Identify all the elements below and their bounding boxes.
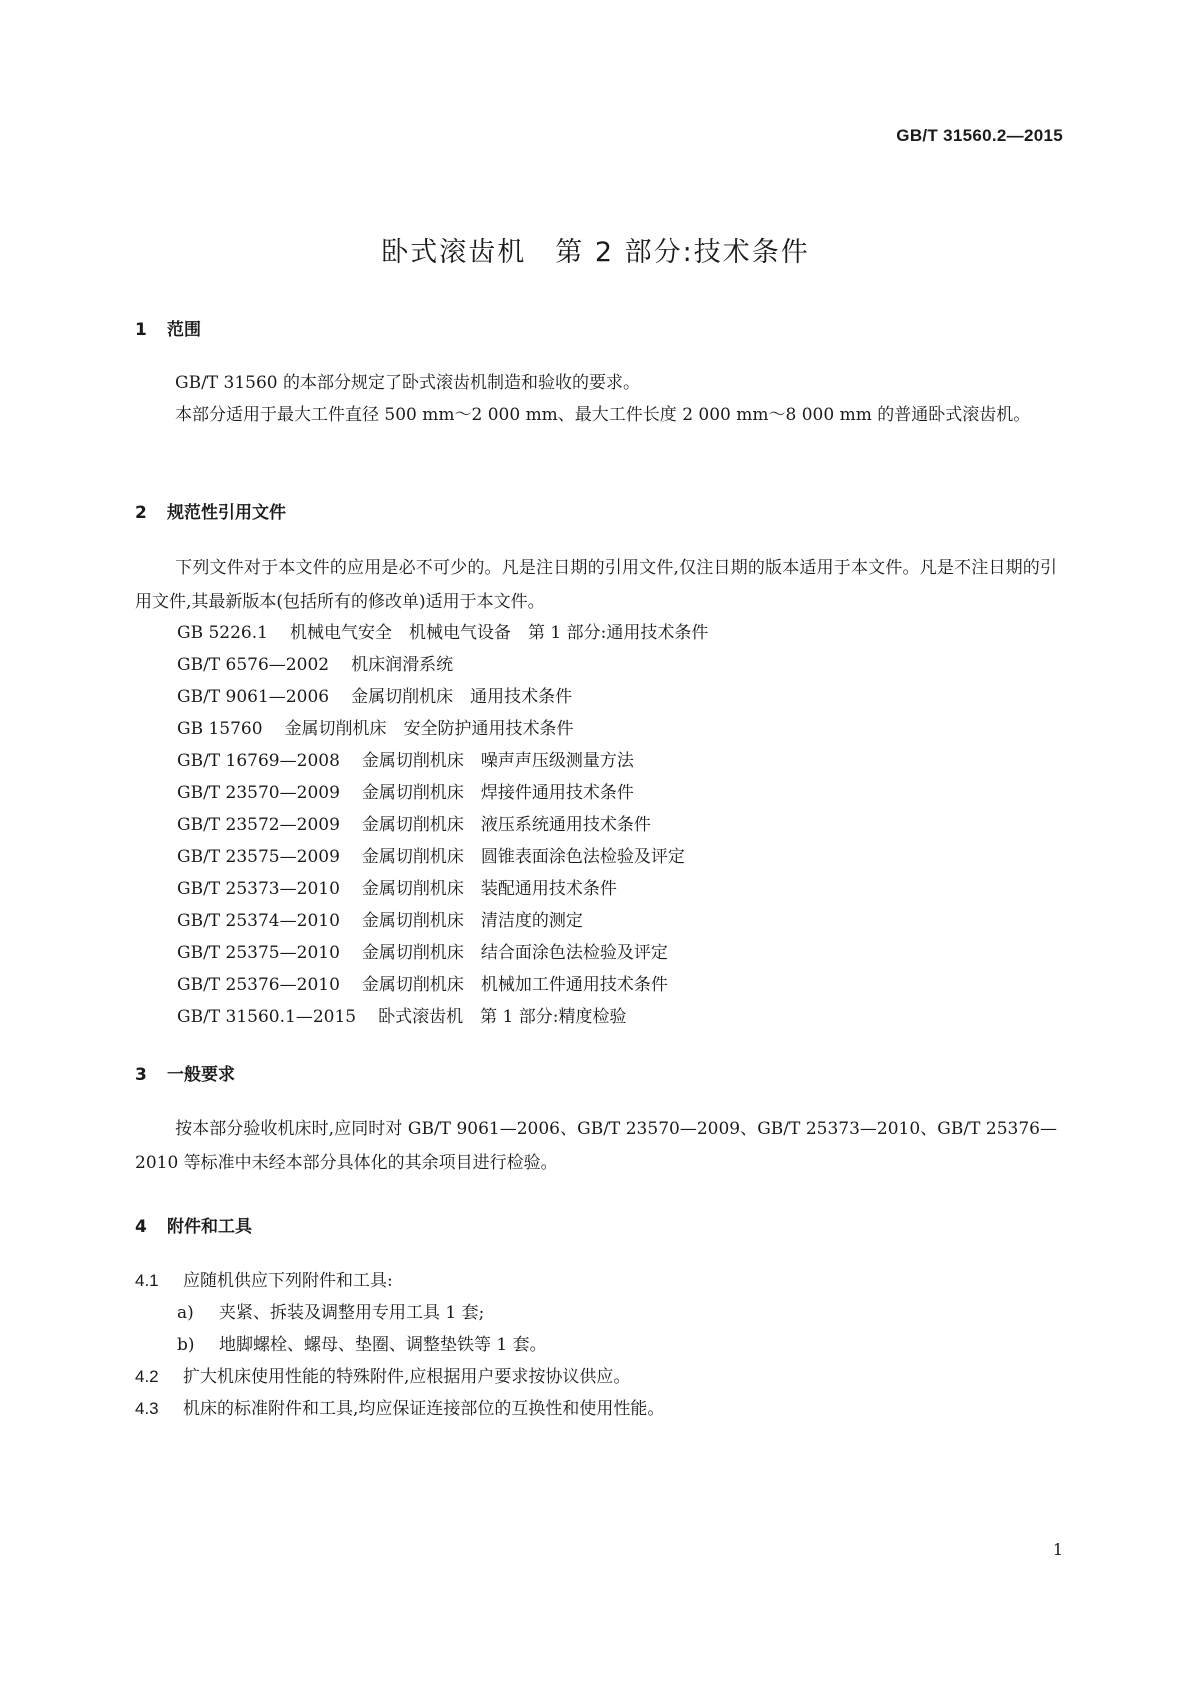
reference-code: GB 5226.1 (177, 623, 268, 643)
reference-title: 金属切削机床 安全防护通用技术条件 (284, 719, 574, 739)
section-title: 范围 (167, 320, 201, 340)
reference-title: 金属切削机床 结合面涂色法检验及评定 (361, 943, 668, 963)
reference-title: 金属切削机床 机械加工件通用技术条件 (361, 975, 668, 995)
paragraph-text: GB/T 31560 的本部分规定了卧式滚齿机制造和验收的要求。 (175, 373, 641, 393)
reference-code: GB/T 31560.1—2015 (177, 1007, 357, 1027)
list-item (177, 1296, 484, 1330)
reference-title: 卧式滚齿机 第 1 部分:精度检验 (378, 1007, 627, 1027)
page-number: 1 (1052, 1540, 1063, 1559)
list-label: a) (177, 1303, 194, 1323)
section-1-heading (135, 315, 201, 340)
subsection-number: 4.3 (135, 1399, 159, 1418)
reference-item (177, 1000, 626, 1034)
reference-code: GB/T 6576—2002 (177, 655, 330, 675)
section-4-heading (135, 1212, 252, 1237)
section-number: 3 (135, 1065, 147, 1085)
reference-item (177, 744, 634, 778)
section-number: 4 (135, 1217, 147, 1237)
reference-code: GB/T 9061—2006 (177, 687, 330, 707)
section-number: 1 (135, 320, 147, 340)
reference-code: GB/T 16769—2008 (177, 751, 340, 771)
reference-code: GB/T 25376—2010 (177, 975, 340, 995)
reference-item (177, 616, 708, 650)
reference-code: GB/T 25373—2010 (177, 879, 340, 899)
reference-code: GB/T 25375—2010 (177, 943, 340, 963)
subsection-text: 扩大机床使用性能的特殊附件,应根据用户要求按协议供应。 (183, 1367, 631, 1387)
section-title: 附件和工具 (167, 1217, 252, 1237)
reference-item (177, 872, 617, 906)
section-number: 2 (135, 503, 147, 523)
document-title: 卧式滚齿机 第 2 部分:技术条件 (381, 237, 810, 268)
reference-item (177, 808, 651, 842)
reference-code: GB/T 23570—2009 (177, 783, 340, 803)
section-title: 一般要求 (167, 1065, 235, 1085)
reference-title: 金属切削机床 装配通用技术条件 (361, 879, 617, 899)
section-1-paragraph-1 (135, 366, 1057, 400)
subsection-number: 4.2 (135, 1367, 159, 1386)
section-3-heading (135, 1060, 235, 1085)
reference-item (177, 936, 668, 970)
reference-title: 机床润滑系统 (351, 655, 454, 675)
reference-code: GB/T 25374—2010 (177, 911, 340, 931)
section-2-paragraph-1 (135, 551, 1057, 619)
standard-code: GB/T 31560.2—2015 (896, 126, 1063, 145)
list-item (177, 1328, 547, 1362)
paragraph-text: 按本部分验收机床时,应同时对 GB/T 9061—2006、GB/T 23570—2009、GB/T 25373—2010、GB/T 25376—2010 等标准中未经本部分具体化的其余项目进行检验。 (135, 1119, 1057, 1173)
reference-title: 金属切削机床 焊接件通用技术条件 (361, 783, 634, 803)
section-2-heading (135, 498, 286, 523)
reference-item (177, 968, 668, 1002)
subsection-text: 机床的标准附件和工具,均应保证连接部位的互换性和使用性能。 (183, 1399, 665, 1419)
subsection-4-3 (135, 1392, 664, 1426)
section-3-paragraph-1 (135, 1112, 1057, 1180)
reference-item (177, 904, 583, 938)
subsection-4-1 (135, 1264, 393, 1298)
reference-title: 机械电气安全 机械电气设备 第 1 部分:通用技术条件 (289, 623, 709, 643)
subsection-number: 4.1 (135, 1271, 159, 1290)
reference-code: GB/T 23572—2009 (177, 815, 340, 835)
paragraph-text: 本部分适用于最大工件直径 500 mm～2 000 mm、最大工件长度 2 000 mm～8 000 mm 的普通卧式滚齿机。 (175, 405, 1031, 425)
reference-code: GB/T 23575—2009 (177, 847, 340, 867)
reference-item (177, 680, 572, 714)
reference-item (177, 648, 453, 682)
section-1-paragraph-2 (135, 398, 1057, 432)
subsection-text: 应随机供应下列附件和工具: (183, 1271, 393, 1291)
reference-title: 金属切削机床 通用技术条件 (351, 687, 573, 707)
section-title: 规范性引用文件 (167, 503, 286, 523)
reference-title: 金属切削机床 噪声声压级测量方法 (361, 751, 634, 771)
reference-item (177, 776, 634, 810)
subsection-4-2 (135, 1360, 630, 1394)
reference-title: 金属切削机床 圆锥表面涂色法检验及评定 (361, 847, 685, 867)
reference-item (177, 712, 574, 746)
reference-item (177, 840, 685, 874)
list-text: 夹紧、拆装及调整用专用工具 1 套; (219, 1303, 485, 1323)
paragraph-text: 下列文件对于本文件的应用是必不可少的。凡是注日期的引用文件,仅注日期的版本适用于本文件。凡是不注日期的引用文件,其最新版本(包括所有的修改单)适用于本文件。 (135, 558, 1057, 612)
list-text: 地脚螺栓、螺母、垫圈、调整垫铁等 1 套。 (219, 1335, 547, 1355)
reference-title: 金属切削机床 清洁度的测定 (361, 911, 583, 931)
list-label: b) (177, 1335, 195, 1355)
reference-title: 金属切削机床 液压系统通用技术条件 (361, 815, 651, 835)
reference-code: GB 15760 (177, 719, 263, 739)
